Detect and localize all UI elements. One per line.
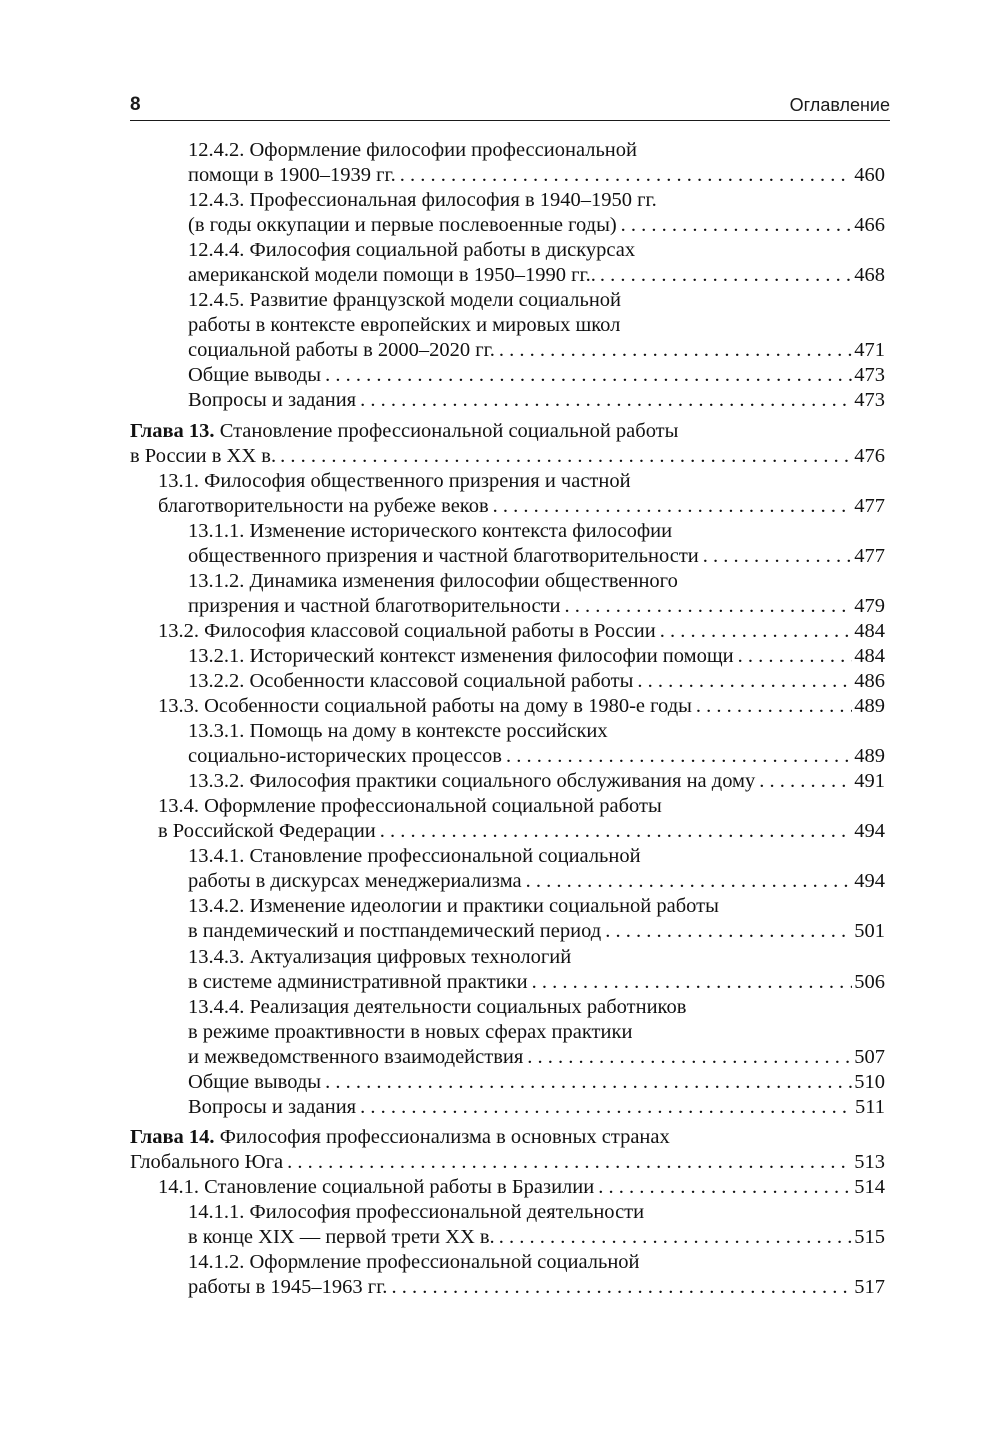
toc-line-text: в России в XX в. bbox=[130, 444, 277, 467]
toc-line-text: американской модели помощи в 1950–1990 гг.. bbox=[188, 264, 596, 287]
toc-subsection[interactable] bbox=[130, 769, 885, 794]
dot-leader bbox=[360, 388, 852, 413]
toc-line bbox=[130, 238, 885, 263]
toc-section[interactable] bbox=[130, 469, 885, 519]
toc-line bbox=[130, 338, 885, 363]
dot-leader bbox=[380, 819, 852, 844]
toc-line bbox=[130, 669, 885, 694]
dot-leader bbox=[532, 970, 853, 995]
toc-line-text: общественного призрения и частной благотворительности bbox=[188, 544, 699, 567]
toc-line-text: Глава 13. Становление профессиональной социальной работы bbox=[130, 419, 679, 442]
toc-line bbox=[130, 363, 885, 388]
page-header bbox=[130, 94, 890, 121]
toc-line bbox=[130, 138, 885, 163]
toc-line bbox=[130, 619, 885, 644]
toc-line-text: Глава 14. Философия профессионализма в основных странах bbox=[130, 1125, 670, 1148]
toc-line bbox=[130, 1275, 885, 1300]
dot-leader bbox=[527, 1045, 852, 1070]
toc-line-text: Общие выводы bbox=[188, 364, 322, 387]
toc-line-text: Глобального Юга bbox=[130, 1150, 284, 1173]
toc-subsection[interactable] bbox=[130, 719, 885, 769]
table-of-contents bbox=[130, 138, 885, 1300]
running-title: Оглавление bbox=[789, 95, 890, 115]
toc-page-number: 511 bbox=[855, 1095, 885, 1118]
toc-line-text: 14.1. Становление социальной работы в Бразилии bbox=[158, 1175, 595, 1198]
toc-line bbox=[130, 719, 885, 744]
toc-line-text: 13.3. Особенности социальной работы на дому в 1980-е годы bbox=[158, 695, 692, 718]
toc-line-text: работы в контексте европейских и мировых школ bbox=[188, 314, 621, 337]
dot-leader bbox=[605, 919, 852, 944]
dot-leader bbox=[759, 769, 852, 794]
dot-leader bbox=[400, 163, 853, 188]
toc-page-number: 486 bbox=[854, 669, 885, 692]
toc-page-number: 477 bbox=[854, 544, 885, 567]
dot-leader bbox=[637, 669, 852, 694]
toc-line-text: 13.1. Философия общественного призрения и частной bbox=[158, 469, 631, 492]
toc-line-text: социальной работы в 2000–2020 гг. bbox=[188, 339, 495, 362]
toc-line bbox=[130, 569, 885, 594]
toc-line-text: Вопросы и задания bbox=[188, 389, 357, 412]
toc-line-text: 13.3.2. Философия практики социального обслуживания на дому bbox=[188, 770, 756, 793]
toc-page-number: 466 bbox=[854, 214, 885, 237]
toc-page-number: 507 bbox=[854, 1045, 885, 1068]
toc-page-number: 476 bbox=[854, 444, 885, 467]
toc-chapter[interactable] bbox=[130, 1125, 885, 1175]
toc-line-text: 12.4.5. Развитие французской модели социальной bbox=[188, 289, 622, 312]
toc-subsection[interactable] bbox=[130, 995, 885, 1070]
dot-leader bbox=[660, 619, 853, 644]
toc-line-text: призрения и частной благотворительности bbox=[188, 594, 561, 617]
dot-leader bbox=[391, 1275, 852, 1300]
toc-line bbox=[130, 494, 885, 519]
toc-line-text: и межведомственного взаимодействия bbox=[188, 1045, 524, 1068]
toc-subsection[interactable] bbox=[130, 138, 885, 188]
toc-line bbox=[130, 163, 885, 188]
toc-subsection[interactable] bbox=[130, 519, 885, 569]
toc-line-text: благотворительности на рубеже веков bbox=[158, 494, 489, 517]
toc-line bbox=[130, 1070, 885, 1095]
toc-line bbox=[130, 1225, 885, 1250]
toc-line-text: помощи в 1900–1939 гг. bbox=[188, 164, 396, 187]
toc-page-number: 473 bbox=[854, 389, 885, 412]
toc-page-number: 477 bbox=[854, 494, 885, 517]
toc-line bbox=[130, 894, 885, 919]
toc-line bbox=[130, 970, 885, 995]
dot-leader bbox=[325, 1070, 852, 1095]
dot-leader bbox=[738, 644, 853, 669]
toc-line bbox=[130, 544, 885, 569]
toc-line-text: в пандемический и постпандемический период bbox=[188, 920, 602, 943]
toc-subsection[interactable] bbox=[130, 945, 885, 995]
toc-page-number: 514 bbox=[854, 1175, 885, 1198]
toc-page-number: 473 bbox=[854, 364, 885, 387]
page-number: 8 bbox=[130, 94, 141, 115]
toc-line bbox=[130, 1095, 885, 1120]
toc-page-number: 489 bbox=[854, 745, 885, 768]
toc-line-text: 12.4.3. Профессиональная философия в 1940–1950 гг. bbox=[188, 189, 657, 212]
toc-line bbox=[130, 769, 885, 794]
toc-subsection[interactable] bbox=[130, 1070, 885, 1095]
toc-subsection[interactable] bbox=[130, 363, 885, 388]
toc-page-number: 489 bbox=[854, 695, 885, 718]
toc-line bbox=[130, 1250, 885, 1275]
dot-leader bbox=[526, 869, 853, 894]
dot-leader bbox=[280, 444, 852, 469]
toc-subsection[interactable] bbox=[130, 844, 885, 894]
toc-line bbox=[130, 594, 885, 619]
toc-line bbox=[130, 1020, 885, 1045]
toc-section[interactable] bbox=[130, 619, 885, 644]
toc-line bbox=[130, 263, 885, 288]
toc-line bbox=[130, 1175, 885, 1200]
toc-page-number: 479 bbox=[854, 594, 885, 617]
toc-subsection[interactable] bbox=[130, 188, 885, 238]
toc-page-number: 460 bbox=[854, 164, 885, 187]
toc-line-text: в конце XIX — первой трети XX в. bbox=[188, 1226, 495, 1249]
toc-page-number: 513 bbox=[854, 1150, 885, 1173]
toc-page-number: 484 bbox=[854, 619, 885, 642]
toc-page-number: 471 bbox=[854, 339, 885, 362]
toc-line-text: 13.2.1. Исторический контекст изменения философии помощи bbox=[188, 644, 734, 667]
toc-line bbox=[130, 869, 885, 894]
toc-line-text: 13.3.1. Помощь на дому в контексте российских bbox=[188, 720, 608, 743]
toc-page-number: 517 bbox=[854, 1276, 885, 1299]
toc-line-text: 13.4.3. Актуализация цифровых технологий bbox=[188, 945, 572, 968]
toc-section[interactable] bbox=[130, 1175, 885, 1200]
toc-subsection[interactable] bbox=[130, 288, 885, 363]
toc-subsection[interactable] bbox=[130, 238, 885, 288]
dot-leader bbox=[499, 1225, 853, 1250]
toc-line-text: социально-исторических процессов bbox=[188, 745, 502, 768]
toc-line-text: 13.4.1. Становление профессиональной социальной bbox=[188, 845, 641, 868]
chapter-label: Глава 13. bbox=[130, 419, 215, 442]
toc-line bbox=[130, 919, 885, 944]
dot-leader bbox=[506, 744, 852, 769]
toc-line-text: 14.1.1. Философия профессиональной деятельности bbox=[188, 1200, 645, 1223]
toc-line bbox=[130, 519, 885, 544]
toc-line-text: 13.1.1. Изменение исторического контекста философии bbox=[188, 519, 673, 542]
toc-line-text: (в годы оккупации и первые послевоенные годы) bbox=[188, 214, 617, 237]
toc-line-text: Общие выводы bbox=[188, 1070, 322, 1093]
toc-page-number: 515 bbox=[854, 1226, 885, 1249]
toc-line bbox=[130, 1125, 885, 1150]
dot-leader bbox=[565, 594, 853, 619]
toc-page-number: 484 bbox=[854, 644, 885, 667]
toc-line bbox=[130, 819, 885, 844]
toc-line bbox=[130, 419, 885, 444]
toc-page-number: 494 bbox=[854, 870, 885, 893]
toc-subsection[interactable] bbox=[130, 644, 885, 669]
toc-subsection[interactable] bbox=[130, 569, 885, 619]
toc-page-number: 501 bbox=[854, 920, 885, 943]
toc-line-text: 13.4. Оформление профессиональной социальной работы bbox=[158, 795, 662, 818]
toc-page-number: 491 bbox=[854, 770, 885, 793]
toc-page-number: 494 bbox=[854, 820, 885, 843]
dot-leader bbox=[598, 1175, 852, 1200]
toc-line bbox=[130, 945, 885, 970]
toc-section[interactable] bbox=[130, 694, 885, 719]
toc-subsection[interactable] bbox=[130, 388, 885, 413]
toc-subsection[interactable] bbox=[130, 669, 885, 694]
toc-line bbox=[130, 213, 885, 238]
toc-line bbox=[130, 313, 885, 338]
toc-line-text: 13.4.4. Реализация деятельности социальных работников bbox=[188, 995, 687, 1018]
toc-line bbox=[130, 188, 885, 213]
toc-line-text: 13.1.2. Динамика изменения философии общественного bbox=[188, 569, 678, 592]
toc-line bbox=[130, 388, 885, 413]
toc-line-text: 13.2. Философия классовой социальной работы в России bbox=[158, 619, 656, 642]
toc-line bbox=[130, 844, 885, 869]
toc-page-number: 510 bbox=[854, 1070, 885, 1093]
chapter-label: Глава 14. bbox=[130, 1125, 215, 1148]
toc-line-text: 13.2.2. Особенности классовой социальной работы bbox=[188, 669, 634, 692]
toc-page-number: 468 bbox=[854, 264, 885, 287]
dot-leader bbox=[360, 1095, 853, 1120]
toc-subsection[interactable] bbox=[130, 1200, 885, 1250]
dot-leader bbox=[600, 263, 852, 288]
toc-line-text: 12.4.2. Оформление философии профессиональной bbox=[188, 139, 637, 161]
toc-subsection[interactable] bbox=[130, 894, 885, 944]
dot-leader bbox=[493, 494, 853, 519]
toc-line-text: работы в дискурсах менеджериализма bbox=[188, 870, 522, 893]
toc-line-text: 14.1.2. Оформление профессиональной социальной bbox=[188, 1251, 640, 1274]
dot-leader bbox=[325, 363, 852, 388]
dot-leader bbox=[287, 1150, 852, 1175]
toc-line bbox=[130, 444, 885, 469]
toc-page-number: 506 bbox=[854, 970, 885, 993]
toc-chapter[interactable] bbox=[130, 419, 885, 469]
toc-line bbox=[130, 1045, 885, 1070]
toc-line-text: Вопросы и задания bbox=[188, 1095, 357, 1118]
toc-line bbox=[130, 995, 885, 1020]
toc-subsection[interactable] bbox=[130, 1250, 885, 1300]
toc-line-text: в системе административной практики bbox=[188, 970, 528, 993]
toc-line-text: 13.4.2. Изменение идеологии и практики социальной работы bbox=[188, 895, 719, 918]
toc-line bbox=[130, 1200, 885, 1225]
toc-line bbox=[130, 288, 885, 313]
toc-line bbox=[130, 1150, 885, 1175]
toc-line-text: в режиме проактивности в новых сферах практики bbox=[188, 1020, 633, 1043]
toc-section[interactable] bbox=[130, 794, 885, 844]
dot-leader bbox=[703, 544, 852, 569]
toc-line bbox=[130, 744, 885, 769]
toc-line-text: работы в 1945–1963 гг. bbox=[188, 1276, 388, 1299]
toc-subsection[interactable] bbox=[130, 1095, 885, 1120]
toc-line bbox=[130, 469, 885, 494]
toc-line-text: 12.4.4. Философия социальной работы в дискурсах bbox=[188, 239, 636, 262]
dot-leader bbox=[696, 694, 852, 719]
dot-leader bbox=[499, 338, 852, 363]
toc-line bbox=[130, 644, 885, 669]
toc-line bbox=[130, 794, 885, 819]
toc-line bbox=[130, 694, 885, 719]
dot-leader bbox=[621, 213, 853, 238]
toc-line-text: в Российской Федерации bbox=[158, 820, 376, 843]
